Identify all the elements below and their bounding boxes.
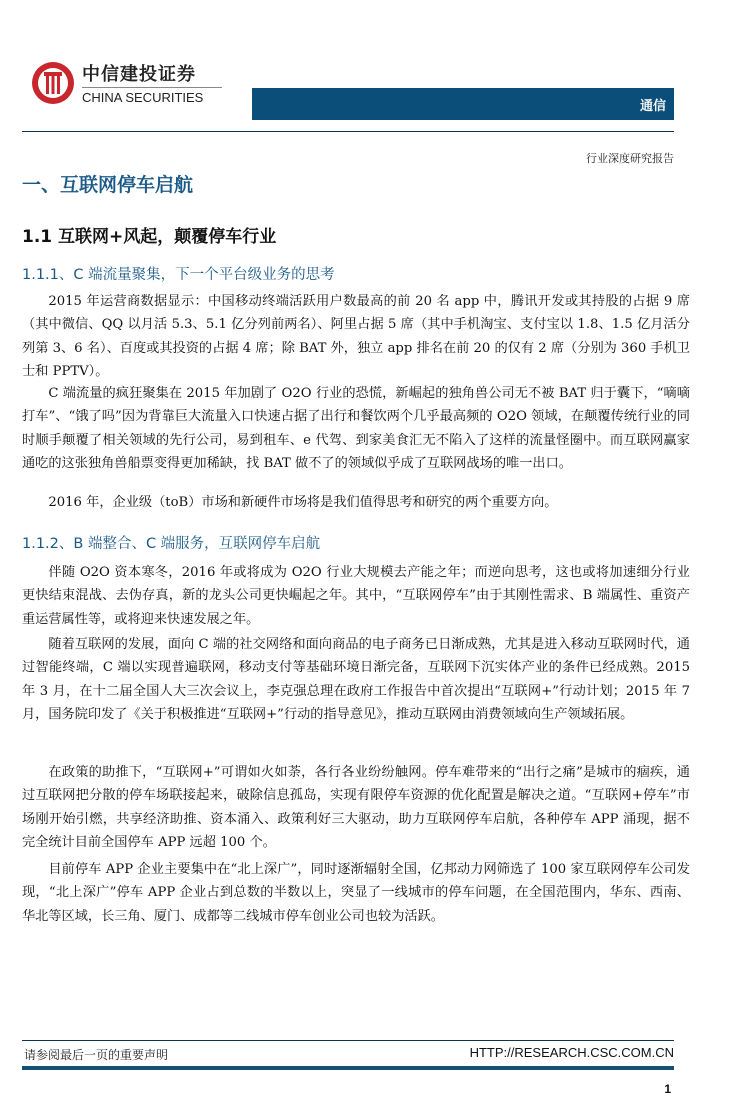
logo-chinese: 中信建投证券 [82,64,196,85]
paragraph-6: 在政策的助推下，“互联网+”可谓如火如荼，各行各业纷纷触网。停车难带来的“出行之痛”是城市的痼疾，通过互联网把分散的停车场联接起来，破除信息孤岛，实现有限停车资源的优化配置是解决之道。“互联网+停车”市场刚开始引燃，共享经济助推、资本涌入、政策利好三大驱动，助力互联网停车启航，各种停车 APP 涌现，据不完全统计目前全国停车 APP 远超 100 个。 [22,765,690,850]
footer-divider [22,1040,674,1041]
header-divider [22,131,674,132]
logo-divider [82,87,222,88]
page-number: 1 [664,1082,671,1096]
section-heading: 一、互联网停车启航 [22,174,194,196]
subsection-heading: 1.1 互联网+风起，颠覆停车行业 [22,227,277,247]
paragraph-3: 2016 年，企业级（toB）市场和新硬件市场将是我们值得思考和研究的两个重要方向。 [48,495,558,510]
disclaimer-note: 请参阅最后一页的重要声明 [24,1048,169,1062]
sector-banner [252,88,674,120]
paragraph-7: 目前停车 APP 企业主要集中在“北上深广”，同时逐渐辐射全国，亿邦动力网筛选了 100 家互联网停车公司发现，“北上深广”停车 APP 企业占到总数的半数以上，突显了一线城市的停车问题，在全国范围内，华东、西南、华北等区域，长三角、厦门、成都等二线城市停车创业公司也较为活跃。 [22,862,690,924]
paragraph-4: 伴随 O2O 资本寒冬，2016 年或将成为 O2O 行业大规模去产能之年；而逆向思考，这也或将加速细分行业更快结束混战、去伪存真，新的龙头公司更快崛起之年。其中，“互联网停车”由于其刚性需求、B 端属性、重资产重运营属性等，或将迎来快速发展之年。 [22,565,690,627]
paragraph-1: 2015 年运营商数据显示：中国移动终端活跃用户数最高的前 20 名 app 中，腾讯开发或其持股的占据 9 席（其中微信、QQ 以月活 5.3、5.1 亿分列前两名）、阿里占据 5 席（其中手机淘宝、支付宝以 1.8、1.5 亿月活分列第 3、6 名）、百度或其投资的占据 4 席；除 BAT 外，独立 app 排名在前 20 的仅有 2 席（分别为 360 手机卫士和 PPTV）。 [22,294,690,379]
website-link[interactable]: HTTP://RESEARCH.CSC.COM.CN [469,1045,674,1060]
report-type: 行业深度研究报告 [586,152,674,165]
company-logo [30,60,204,110]
subsubsection-heading-2: 1.1.2、B 端整合、C 端服务，互联网停车启航 [22,536,321,552]
citic-emblem-icon [30,60,76,106]
footer-bar [22,1066,674,1070]
paragraph-5: 随着互联网的发展，面向 C 端的社交网络和面向商品的电子商务已日渐成熟，尤其是进入移动互联网时代，通过智能终端，C 端以实现普遍联网，移动支付等基础环境日渐完备，互联网下沉实体产业的条件已经成熟。2015 年 3 月，在十二届全国人大三次会议上，李克强总理在政府工作报告中首次提出“互联网+”行动计划；2015 年 7 月，国务院印发了《关于积极推进“互联网+”行动的指导意见》，推动互联网由消费领域向生产领域拓展。 [22,637,690,722]
sector-label: 通信 [639,99,666,114]
paragraph-2: C 端流量的疯狂聚集在 2015 年加剧了 O2O 行业的恐慌，新崛起的独角兽公司无不被 BAT 归于囊下，“嘀嘀打车”、“饿了吗”因为背靠巨大流量入口快速占据了出行和餐饮两个几乎最高频的 O2O 领域，在颠覆传统行业的同时顺手颠覆了相关领域的先行公司，易到租车、e 代驾、到家美食汇无不陷入了这样的流量怪圈中。而互联网赢家通吃的这张独角兽船票变得更加稀缺，找 BAT 做不了的领域似乎成了互联网战场的唯一出口。 [22,386,690,471]
logo-english: CHINA SECURITIES [82,90,204,105]
subsubsection-heading-1: 1.1.1、C 端流量聚集，下一个平台级业务的思考 [22,267,335,283]
